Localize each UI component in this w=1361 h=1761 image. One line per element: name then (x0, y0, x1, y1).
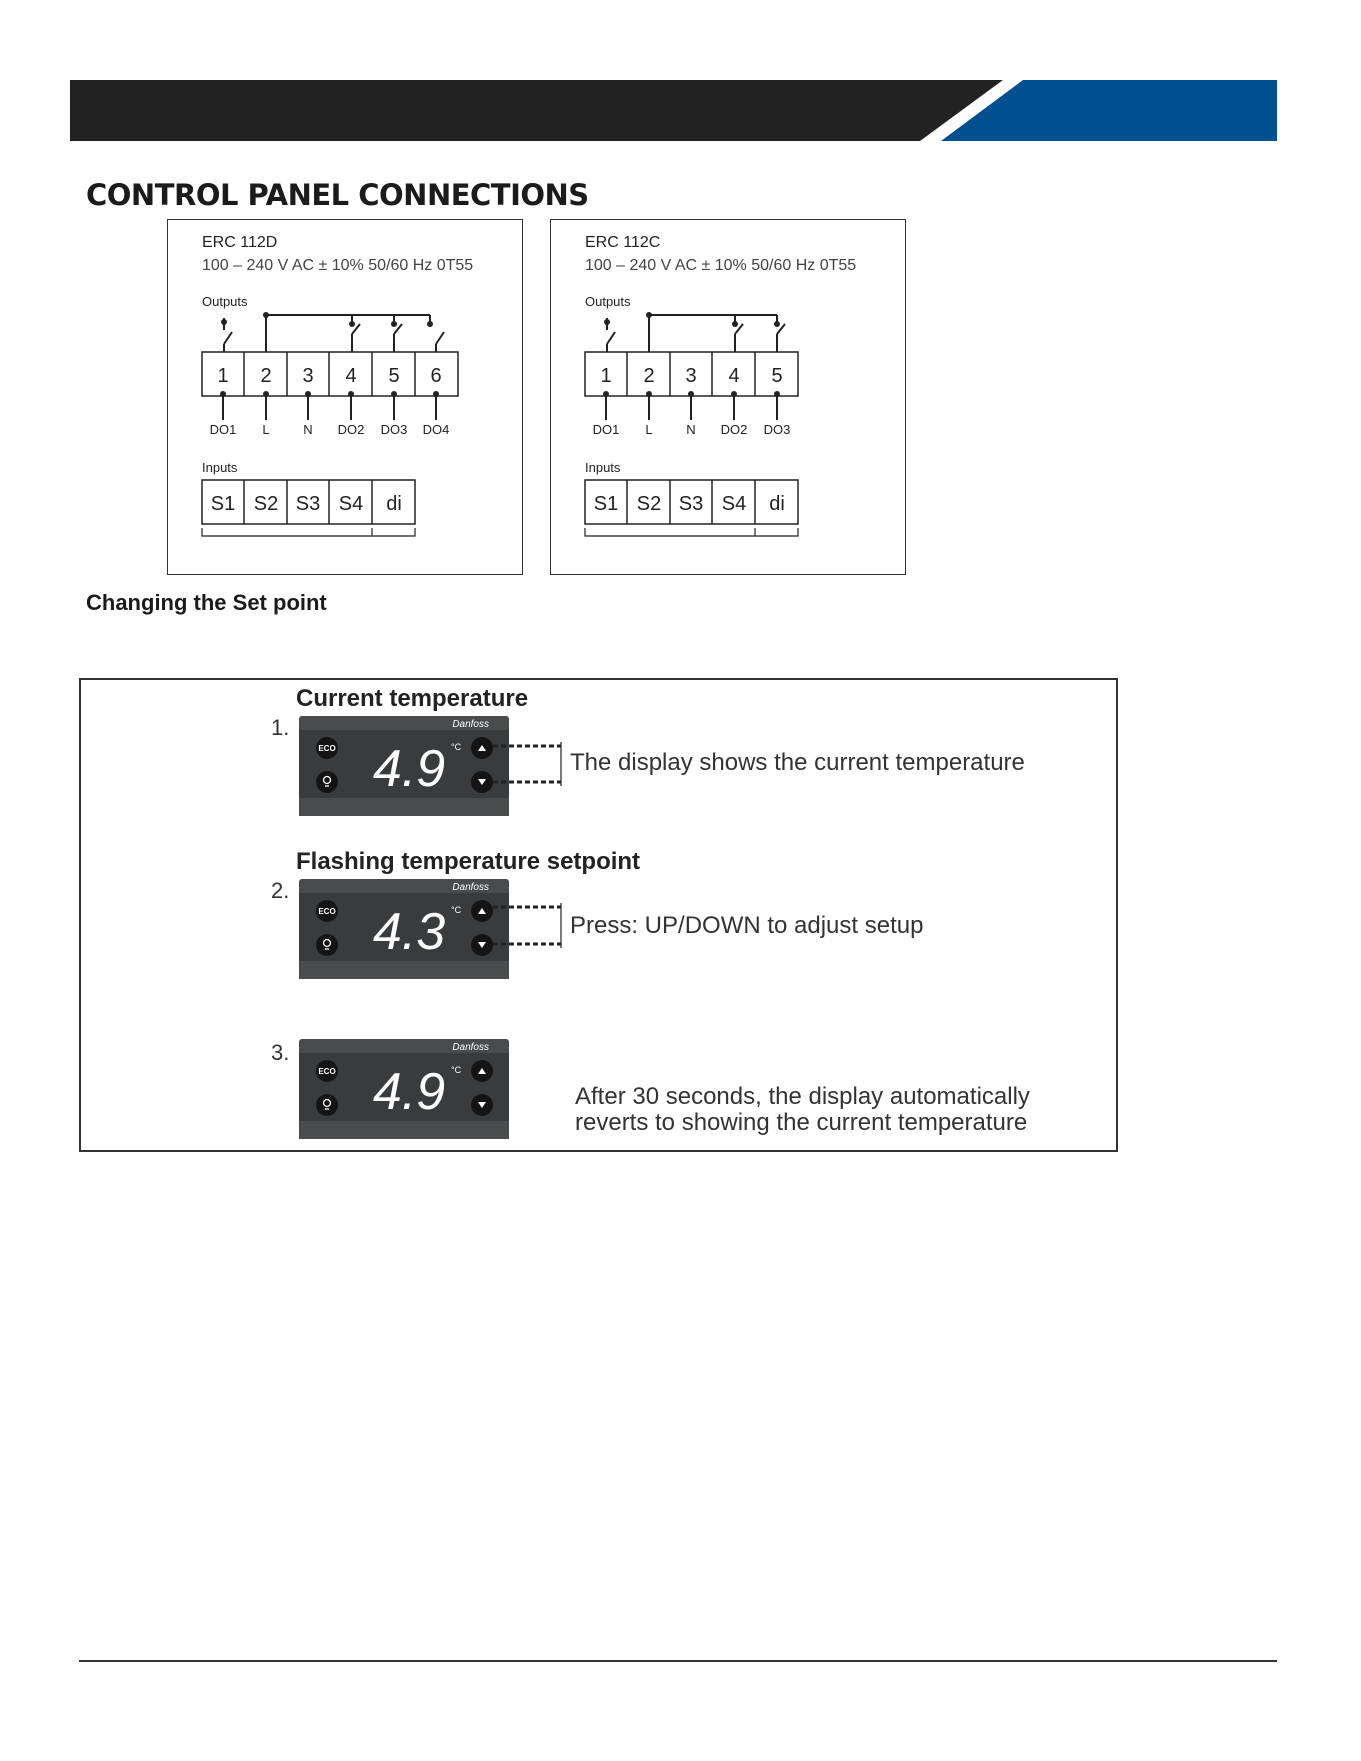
input-terminal: di (386, 493, 402, 515)
terminal-number: 2 (260, 365, 272, 387)
output-wiring (607, 315, 785, 352)
header-accent-band (941, 80, 1277, 141)
step-description: reverts to showing the current temperature (575, 1109, 1028, 1136)
terminal-number: 4 (345, 365, 357, 387)
step-heading: Flashing temperature setpoint (296, 848, 641, 875)
header-dark-band (70, 80, 1003, 141)
setpoint-svg (81, 680, 1116, 1150)
step-number: 2. (271, 878, 290, 903)
temperature-unit: °C (451, 1065, 462, 1075)
setpoint-procedure-box (79, 678, 1118, 1152)
terminal-label: DO3 (380, 422, 408, 437)
input-terminal: S3 (295, 493, 321, 515)
model-label: ERC 112C (585, 234, 661, 251)
terminal-number: 5 (388, 365, 400, 387)
controller-display (299, 716, 509, 816)
step-description: The display shows the current temperature (570, 749, 1025, 776)
terminal-number: 1 (217, 365, 229, 387)
temperature-readout: 4.3 (372, 903, 446, 961)
output-terminal-block (202, 352, 458, 396)
terminal-number: 2 (643, 365, 655, 387)
input-terminal: S1 (593, 493, 619, 515)
spec-label: 100 – 240 V AC ± 10% 50/60 Hz 0T55 (202, 257, 474, 274)
input-terminal: S2 (636, 493, 662, 515)
step-heading: Current temperature (296, 685, 529, 712)
terminal-label: DO4 (422, 422, 450, 437)
outputs-label: Outputs (202, 294, 248, 309)
step-description: After 30 seconds, the display automatically (575, 1083, 1030, 1110)
step-3 (271, 1039, 1030, 1139)
footer-rule (79, 1660, 1277, 1662)
wiring-diagram-erc-112d (167, 219, 523, 575)
wiring-diagram-erc-112c (550, 219, 906, 575)
step-2 (271, 848, 923, 979)
brand-logo: Danfoss (452, 1042, 489, 1053)
output-wiring (224, 315, 444, 352)
temperature-readout: 4.9 (372, 1063, 446, 1121)
header-band (70, 80, 1277, 141)
step-1 (271, 685, 1025, 816)
terminal-number: 3 (302, 365, 314, 387)
terminal-label: N (686, 422, 696, 437)
controller-display (299, 879, 509, 979)
input-terminal: S3 (678, 493, 704, 515)
input-brackets (202, 528, 415, 536)
brand-logo: Danfoss (452, 719, 489, 730)
step-number: 1. (271, 715, 290, 740)
wiring-svg (168, 220, 524, 576)
terminal-label: L (262, 422, 270, 437)
input-terminal: S1 (210, 493, 236, 515)
model-label: ERC 112D (202, 234, 278, 251)
step-number: 3. (271, 1040, 290, 1065)
terminal-number: 6 (430, 365, 442, 387)
eco-button-label: ECO (318, 744, 336, 753)
terminal-label: L (645, 422, 653, 437)
inputs-label: Inputs (585, 460, 621, 475)
terminal-label: DO3 (763, 422, 791, 437)
terminal-number: 4 (728, 365, 740, 387)
terminal-label: DO1 (592, 422, 620, 437)
terminal-label: N (303, 422, 313, 437)
controller-display (299, 1039, 509, 1139)
terminal-label: DO2 (720, 422, 748, 437)
temperature-unit: °C (451, 905, 462, 915)
wiring-svg (551, 220, 907, 576)
temperature-readout: 4.9 (372, 740, 446, 798)
terminal-number: 1 (600, 365, 612, 387)
brand-logo: Danfoss (452, 882, 489, 893)
terminal-number: 3 (685, 365, 697, 387)
terminal-label: DO2 (337, 422, 365, 437)
terminal-label: DO1 (209, 422, 237, 437)
terminal-leads (606, 396, 777, 420)
section-title: CONTROL PANEL CONNECTIONS (86, 178, 589, 212)
input-brackets (585, 528, 798, 536)
eco-button-label: ECO (318, 907, 336, 916)
eco-button-label: ECO (318, 1067, 336, 1076)
step-description: Press: UP/DOWN to adjust setup (570, 912, 924, 939)
input-terminal: S4 (721, 493, 747, 515)
terminal-leads (223, 396, 436, 420)
terminal-number: 5 (771, 365, 783, 387)
subsection-title: Changing the Set point (86, 590, 327, 615)
inputs-label: Inputs (202, 460, 238, 475)
temperature-unit: °C (451, 742, 462, 752)
input-terminal: S4 (338, 493, 364, 515)
input-terminal: S2 (253, 493, 279, 515)
input-terminal: di (769, 493, 785, 515)
spec-label: 100 – 240 V AC ± 10% 50/60 Hz 0T55 (585, 257, 857, 274)
outputs-label: Outputs (585, 294, 631, 309)
